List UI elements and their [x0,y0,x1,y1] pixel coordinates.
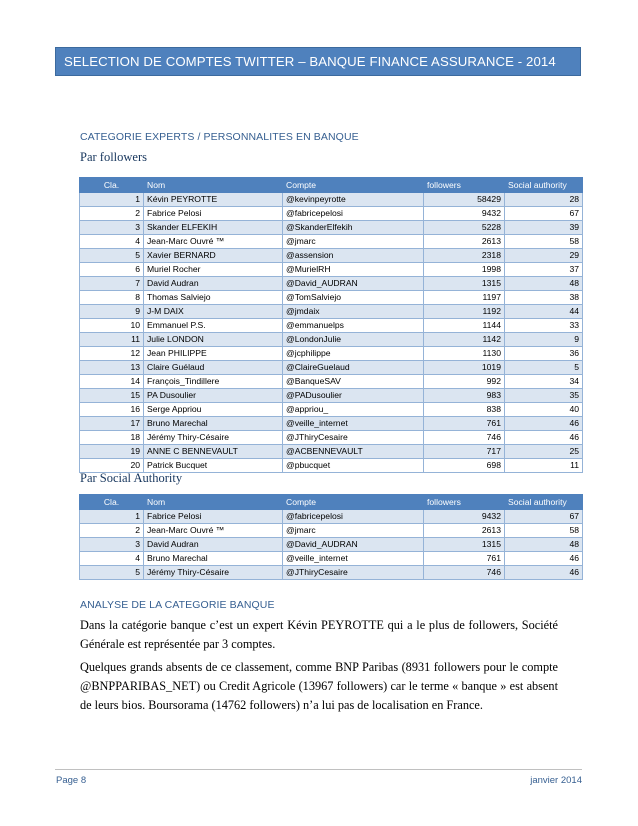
cell-name: Serge Appriou [144,403,283,417]
cell-rank: 11 [80,333,144,347]
authority-table [79,494,583,580]
header-name: Nom [144,495,283,510]
cell-name: Emmanuel P.S. [144,319,283,333]
table-header-row [80,178,583,193]
cell-followers: 1144 [424,319,505,333]
footer-date: janvier 2014 [530,775,582,786]
cell-authority: 38 [505,291,583,305]
cell-authority: 11 [505,459,583,473]
table-row [80,361,583,375]
cell-followers: 2613 [424,235,505,249]
cell-followers: 838 [424,403,505,417]
header-rank: Cla. [80,495,144,510]
cell-rank: 9 [80,305,144,319]
table-row [80,510,583,524]
cell-followers: 1998 [424,263,505,277]
footer-page-number: Page 8 [56,775,87,786]
cell-authority: 46 [505,566,583,580]
cell-followers: 1315 [424,277,505,291]
cell-account: @assension [283,249,424,263]
table-row [80,193,583,207]
cell-authority: 28 [505,193,583,207]
cell-account: @fabricepelosi [283,207,424,221]
cell-account: @jmarc [283,524,424,538]
cell-rank: 12 [80,347,144,361]
cell-account: @kevinpeyrotte [283,193,424,207]
table-row [80,305,583,319]
cell-authority: 33 [505,319,583,333]
analysis-paragraph-1 [80,616,558,654]
cell-rank: 18 [80,431,144,445]
cell-rank: 7 [80,277,144,291]
cell-followers: 717 [424,445,505,459]
by-followers-subheading: Par followers [80,150,147,164]
analysis-text-2: Quelques grands absents de ce classement, comme BNP Paribas (8931 followers pour le compte @BNPPARIBAS_NET) ou Credit Agricole (13967 followers) car le terme « banque » est absent de leurs bios. Boursorama (14762 followers) n’a lui pas de localisation en France. [80,660,558,712]
cell-account: @ClaireGuelaud [283,361,424,375]
table-row [80,431,583,445]
cell-followers: 58429 [424,193,505,207]
cell-authority: 35 [505,389,583,403]
table-row [80,235,583,249]
table-row [80,319,583,333]
cell-account: @JThiryCesaire [283,566,424,580]
cell-followers: 2613 [424,524,505,538]
cell-authority: 67 [505,510,583,524]
cell-name: Claire Guélaud [144,361,283,375]
cell-authority: 5 [505,361,583,375]
table-row [80,538,583,552]
cell-name: Fabrice Pelosi [144,510,283,524]
table-row [80,249,583,263]
table-row [80,375,583,389]
cell-rank: 2 [80,207,144,221]
analysis-paragraph-2 [80,658,558,715]
cell-name: J-M DAIX [144,305,283,319]
cell-account: @veille_internet [283,417,424,431]
cell-rank: 5 [80,566,144,580]
table-header-row [80,495,583,510]
cell-rank: 20 [80,459,144,473]
cell-account: @LondonJulie [283,333,424,347]
cell-account: @SkanderElfekih [283,221,424,235]
cell-name: Skander ELFEKIH [144,221,283,235]
cell-account: @MurielRH [283,263,424,277]
cell-followers: 983 [424,389,505,403]
cell-authority: 58 [505,235,583,249]
cell-rank: 8 [80,291,144,305]
cell-followers: 761 [424,417,505,431]
cell-followers: 698 [424,459,505,473]
cell-authority: 67 [505,207,583,221]
table-row [80,333,583,347]
cell-name: Jean PHILIPPE [144,347,283,361]
cell-name: Fabrice Pelosi [144,207,283,221]
cell-followers: 746 [424,566,505,580]
cell-followers: 5228 [424,221,505,235]
analysis-heading: ANALYSE DE LA CATEGORIE BANQUE [80,599,275,611]
cell-account: @pbucquet [283,459,424,473]
cell-authority: 36 [505,347,583,361]
analysis-text-1: Dans la catégorie banque c’est un expert Kévin PEYROTTE qui a le plus de followers, Société Générale est représentée par 3 comptes. [80,618,558,651]
cell-rank: 3 [80,538,144,552]
header-followers: followers [424,495,505,510]
cell-rank: 4 [80,235,144,249]
cell-rank: 16 [80,403,144,417]
cell-name: Kévin PEYROTTE [144,193,283,207]
cell-followers: 1192 [424,305,505,319]
header-rank: Cla. [80,178,144,193]
cell-name: ANNE C BENNEVAULT [144,445,283,459]
cell-authority: 39 [505,221,583,235]
cell-account: @TomSalviejo [283,291,424,305]
cell-authority: 25 [505,445,583,459]
cell-followers: 761 [424,552,505,566]
cell-followers: 2318 [424,249,505,263]
cell-followers: 1130 [424,347,505,361]
cell-rank: 1 [80,193,144,207]
header-authority: Social authority [505,495,583,510]
cell-authority: 48 [505,277,583,291]
header-followers: followers [424,178,505,193]
cell-name: François_Tindillere [144,375,283,389]
cell-account: @veille_internet [283,552,424,566]
cell-account: @appriou_ [283,403,424,417]
table-row [80,207,583,221]
cell-name: Bruno Marechal [144,552,283,566]
cell-name: Bruno Marechal [144,417,283,431]
cell-rank: 3 [80,221,144,235]
cell-account: @BanqueSAV [283,375,424,389]
cell-account: @jmarc [283,235,424,249]
header-name: Nom [144,178,283,193]
cell-authority: 40 [505,403,583,417]
cell-name: David Audran [144,538,283,552]
cell-account: @PADusoulier [283,389,424,403]
cell-followers: 992 [424,375,505,389]
cell-account: @David_AUDRAN [283,538,424,552]
cell-name: Jean-Marc Ouvré ™ [144,235,283,249]
cell-rank: 10 [80,319,144,333]
cell-name: Xavier BERNARD [144,249,283,263]
cell-authority: 34 [505,375,583,389]
table-row [80,566,583,580]
cell-rank: 4 [80,552,144,566]
cell-followers: 1197 [424,291,505,305]
cell-rank: 2 [80,524,144,538]
table-row [80,263,583,277]
cell-name: Julie LONDON [144,333,283,347]
cell-account: @fabricepelosi [283,510,424,524]
cell-account: @emmanuelps [283,319,424,333]
cell-rank: 1 [80,510,144,524]
table-row [80,417,583,431]
cell-rank: 19 [80,445,144,459]
cell-authority: 44 [505,305,583,319]
category-heading: CATEGORIE EXPERTS / PERSONNALITES EN BANQUE [80,131,359,143]
cell-rank: 5 [80,249,144,263]
cell-name: Jérémy Thiry-Césaire [144,431,283,445]
table-row [80,347,583,361]
cell-authority: 46 [505,417,583,431]
table-row [80,552,583,566]
cell-followers: 1019 [424,361,505,375]
cell-followers: 9432 [424,510,505,524]
cell-authority: 37 [505,263,583,277]
cell-authority: 46 [505,431,583,445]
cell-authority: 48 [505,538,583,552]
cell-name: David Audran [144,277,283,291]
followers-table [79,177,583,473]
cell-authority: 46 [505,552,583,566]
by-authority-subheading: Par Social Authority [80,471,183,485]
cell-followers: 1315 [424,538,505,552]
table-row [80,524,583,538]
cell-followers: 746 [424,431,505,445]
cell-rank: 6 [80,263,144,277]
table-row [80,277,583,291]
cell-name: Jérémy Thiry-Césaire [144,566,283,580]
cell-account: @David_AUDRAN [283,277,424,291]
cell-authority: 58 [505,524,583,538]
cell-account: @JThiryCesaire [283,431,424,445]
cell-name: Jean-Marc Ouvré ™ [144,524,283,538]
document-banner [55,47,581,76]
header-account: Compte [283,495,424,510]
cell-followers: 9432 [424,207,505,221]
cell-authority: 29 [505,249,583,263]
header-authority: Social authority [505,178,583,193]
table-row [80,403,583,417]
footer-divider [55,769,582,770]
cell-account: @ACBENNEVAULT [283,445,424,459]
cell-name: Patrick Bucquet [144,459,283,473]
cell-rank: 14 [80,375,144,389]
cell-followers: 1142 [424,333,505,347]
table-row [80,291,583,305]
table-row [80,221,583,235]
cell-name: Muriel Rocher [144,263,283,277]
cell-name: PA Dusoulier [144,389,283,403]
cell-rank: 13 [80,361,144,375]
cell-account: @jcphilippe [283,347,424,361]
table-row [80,445,583,459]
cell-name: Thomas Salviejo [144,291,283,305]
cell-rank: 17 [80,417,144,431]
banner-title: SELECTION DE COMPTES TWITTER – BANQUE FINANCE ASSURANCE - 2014 [64,54,556,69]
cell-account: @jmdaix [283,305,424,319]
table-row [80,389,583,403]
cell-authority: 9 [505,333,583,347]
cell-rank: 15 [80,389,144,403]
header-account: Compte [283,178,424,193]
